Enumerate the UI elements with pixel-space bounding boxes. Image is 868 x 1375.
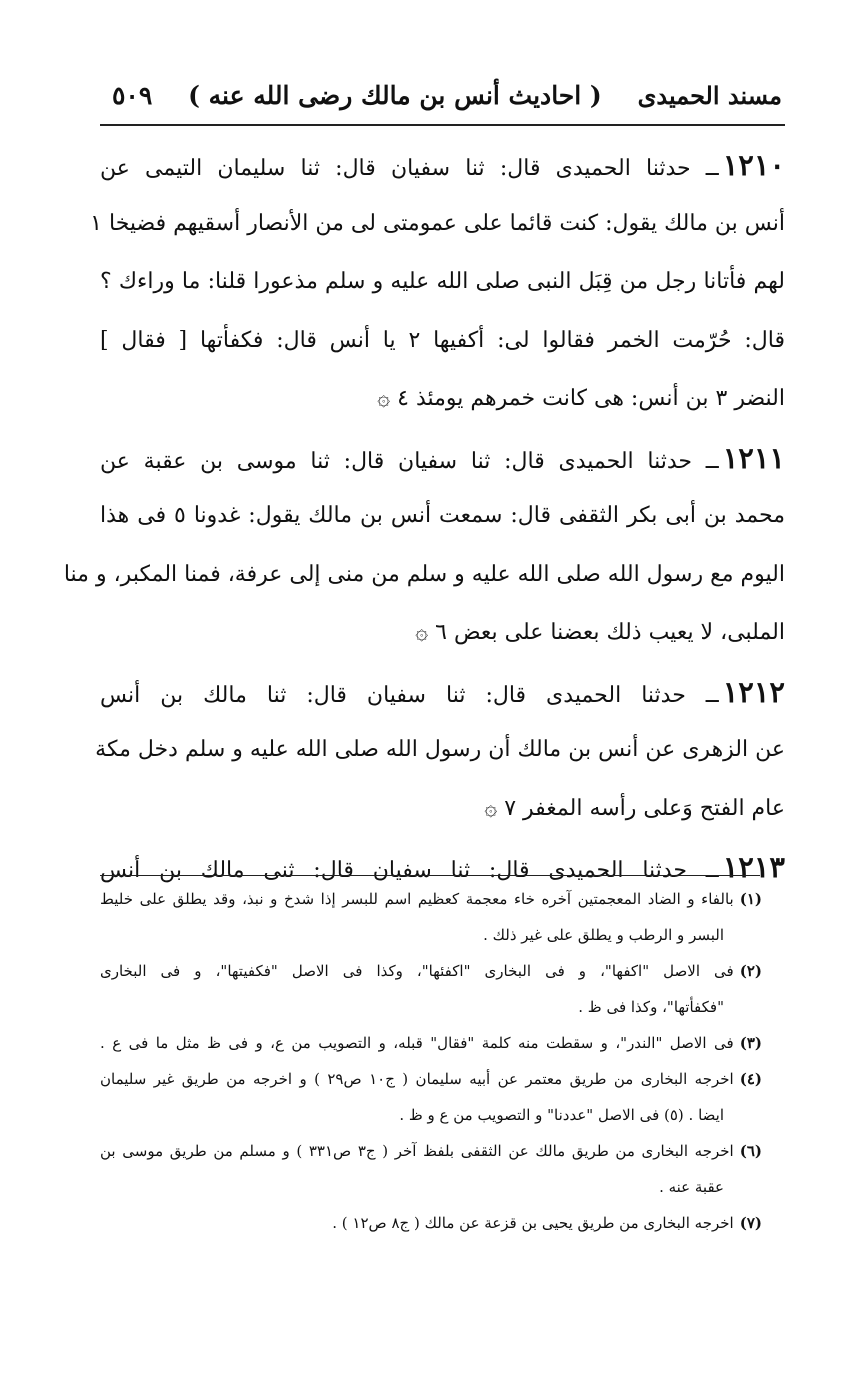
footnote-line	[100, 953, 762, 989]
footnote-number: (٣)	[739, 1034, 762, 1052]
footnote-line	[100, 989, 762, 1025]
text-line	[100, 604, 785, 663]
line-text: ــ حدثنا الحميدى قال: ثنا سفيان قال: ثنا مالك بن أنس	[100, 682, 719, 708]
footnote-number: (٢)	[739, 962, 762, 980]
footnote-line	[100, 1205, 762, 1241]
footnote-line	[100, 881, 762, 917]
line-text: لهم فأتانا رجل من قِبَل النبى صلى الله عليه و سلم مذعورا قلنا: ما وراءك ؟	[100, 269, 785, 294]
hadith-text	[63, 136, 785, 897]
footnote-text: اخرجه البخارى من طريق معتمر عن أبيه سليمان ( ج١٠ ص٢٩ ) و اخرجه من طريق غير سليمان	[100, 1070, 734, 1088]
footnote-line	[100, 1061, 762, 1097]
text-line	[95, 721, 785, 780]
text-line	[100, 487, 785, 546]
text-line	[100, 312, 785, 371]
line-text: محمد بن أبى بكر الثقفى قال: سمعت أنس بن مالك يقول: غدونا ٥ فى هذا	[100, 503, 785, 528]
footnote-text: اخرجه البخارى من طريق مالك عن الثقفى بلفظ آخر ( ج٣ ص٣٣١ ) و مسلم من طريق موسى بن	[100, 1142, 734, 1160]
text-line	[100, 370, 785, 429]
text-line	[100, 663, 785, 722]
line-text: ــ حدثنا الحميدى قال: ثنا سفيان قال: ثنا سليمان التيمى عن	[100, 156, 719, 181]
footnote-line	[100, 1169, 762, 1205]
footnote-line	[100, 917, 762, 953]
line-text: الملبى، لا يعيب ذلك بعضنا على بعض ٦ ۞	[415, 620, 785, 645]
hadith-number: ١٢١٠	[722, 148, 785, 182]
section-title: ( احاديث أنس بن مالك رضى الله عنه )	[188, 80, 602, 110]
footnote-text: عقبة عنه .	[659, 1178, 724, 1196]
line-text: ــ حدثنا الحميدى قال: ثنا سفيان قال: ثنى مالك بن أنس	[100, 858, 719, 883]
line-text: عن الزهرى عن أنس بن مالك أن رسول الله صلى الله عليه و سلم دخل مكة	[95, 737, 785, 762]
hadith-number: ١٢١٣	[722, 850, 785, 884]
line-text: عام الفتح وَعلى رأسه المغفر ٧ ۞	[484, 795, 785, 821]
text-line	[100, 253, 785, 312]
hadith-number: ١٢١٢	[722, 674, 785, 709]
footnote-line	[100, 1097, 762, 1133]
line-text: أنس بن مالك يقول: كنت قائما على عمومتى لى من الأنصار أسقيهم فضيخا ١	[90, 210, 785, 236]
footnote-text: بالفاء و الضاد المعجمتين آخره خاء معجمة كعظيم اسم للبسر إذا شدخ و نبذ، وقد يطلق على خليط	[100, 890, 734, 908]
text-line	[90, 195, 785, 254]
footnote-number: (٦)	[739, 1142, 762, 1160]
text-line	[100, 780, 785, 839]
hadith-number: ١٢١١	[722, 440, 785, 475]
text-line	[100, 136, 785, 195]
footnote-text: فى الاصل "اكفها"، و فى البخارى "اكفئها"، وكذا فى الاصل "فكفيتها"، و فى البخارى	[100, 962, 734, 980]
header-rule	[100, 124, 785, 126]
line-text: قال: حُرّمت الخمر فقالوا لى: أكفيها ٢ يا أنس قال: فكفأتها [ فقال ]	[100, 327, 785, 353]
footnote-number: (٧)	[739, 1214, 762, 1232]
page-number: ٥٠٩	[112, 80, 153, 110]
footnote-text: "فكفأتها"، وكذا فى ظ .	[578, 998, 724, 1016]
footnote-number: (٤)	[739, 1070, 762, 1088]
footnote-rule	[100, 875, 760, 876]
line-text: ــ حدثنا الحميدى قال: ثنا سفيان قال: ثنا موسى بن عقبة عن	[100, 448, 719, 474]
book-title: مسند الحميدى	[637, 80, 782, 110]
page-header	[112, 70, 782, 120]
footnote-number: (١)	[739, 890, 762, 908]
text-line	[63, 546, 785, 605]
line-text: النضر ٣ بن أنس: هى كانت خمرهم يومئذ ٤ ۞	[377, 386, 785, 411]
footnote-text: ايضا . (٥) فى الاصل "عددنا" و التصويب من ع و ظ .	[399, 1106, 724, 1124]
footnote-text: اخرجه البخارى من طريق يحيى بن قزعة عن مالك ( ج٨ ص١٢ ) .	[332, 1214, 734, 1232]
footnote-text: فى الاصل "الندر"، و سقطت منه كلمة "فقال" قبله، و التصويب من ع، و فى ظ مثل ما فى ع .	[100, 1034, 734, 1052]
footnote-line	[100, 1025, 762, 1061]
line-text: اليوم مع رسول الله صلى الله عليه و سلم من منى إلى عرفة، فمنا المكبر، و منا	[63, 561, 785, 587]
text-line	[100, 429, 785, 488]
footnotes	[100, 881, 762, 1241]
footnote-line	[100, 1133, 762, 1169]
footnote-text: البسر و الرطب و يطلق على غير ذلك .	[483, 926, 724, 944]
